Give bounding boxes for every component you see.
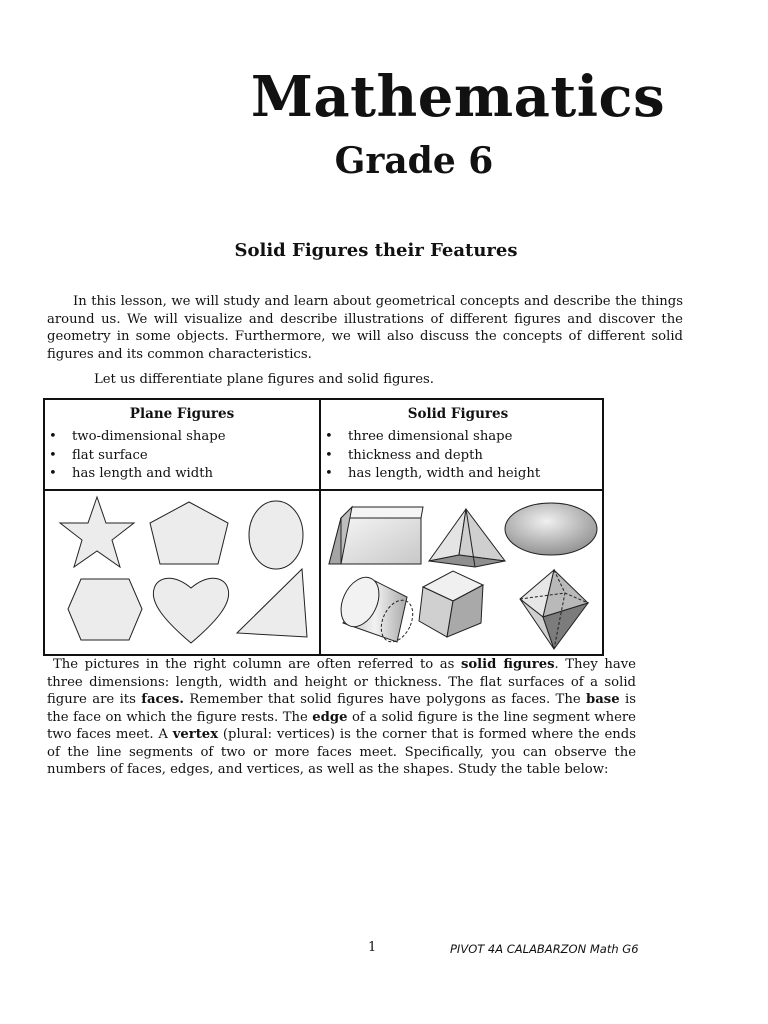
solid-figures-list (321, 428, 595, 484)
solid-figures-heading: Solid Figures (407, 406, 509, 422)
text-span: of a solid figure is the line segment where two faces meet. A (47, 709, 636, 742)
page-title: Mathematics (250, 64, 666, 130)
octahedron-shape (520, 570, 588, 649)
solid-figures-paragraph (47, 656, 636, 779)
oval-shape (249, 501, 303, 569)
text-span: . They have three dimensions: length, width and height or thickness. The flat surfaces of a solid figure are its (47, 657, 636, 707)
plane-figures-column (45, 400, 319, 484)
term-faces: faces. (141, 692, 184, 707)
cube-shape (419, 571, 483, 637)
pentagon-shape (150, 502, 228, 564)
triangle-shape (237, 569, 307, 637)
rectangular-prism-shape (329, 507, 423, 564)
intro-paragraph (47, 293, 683, 363)
heart-shape (153, 578, 228, 643)
star-shape (60, 497, 134, 567)
cylinder-shape (334, 571, 419, 647)
grade-heading: Grade 6 (334, 140, 494, 182)
lesson-title: Solid Figures their Features (234, 240, 518, 261)
footer-source: PIVOT 4A CALABARZON Math G6 (450, 942, 639, 956)
text-span: Remember that solid figures have polygons as faces. The (183, 692, 587, 707)
solid-figures-column (321, 400, 595, 484)
figures-illustration (45, 491, 602, 654)
differentiate-text: Let us differentiate plane figures and solid figures. (94, 372, 434, 387)
plane-figures-heading: Plane Figures (129, 406, 235, 422)
body-text (47, 656, 636, 779)
plane-figures-list (45, 428, 319, 484)
text-span: (plural: vertices) is the corner that is formed where the ends of the line segments of two or more faces meet. Specifically, you can observe the numbers of faces, edges, and vertices, as well as the shapes. Study the table below: (47, 727, 637, 777)
ellipsoid-shape (505, 503, 597, 555)
comparison-table (43, 398, 604, 656)
hexagon-shape (68, 579, 142, 640)
term-base: base (586, 692, 620, 707)
term-vertex: vertex (172, 727, 219, 742)
list-item: • has length and width (45, 465, 319, 484)
page-number: 1 (368, 940, 377, 955)
text-span: is the face on which the figure rests. The (47, 692, 637, 725)
term-edge: edge (312, 709, 348, 725)
text-span: The pictures in the right column are often referred to as (53, 657, 461, 672)
list-item: • three dimensional shape (321, 428, 595, 447)
list-item: • has length, width and height (321, 465, 595, 484)
list-item: • flat surface (45, 447, 319, 466)
list-item: • thickness and depth (321, 447, 595, 466)
list-item: • two-dimensional shape (45, 428, 319, 447)
term-solid-figures: solid figures (460, 657, 555, 672)
pyramid-shape (429, 509, 505, 567)
intro-text: In this lesson, we will study and learn about geometrical concepts and describe the things around us. We will visualize and describe illustrations of different figures and discover the geometry in some objects. Furthermore, we will also discuss the concepts of different solid figures and its common characteristics. (47, 294, 683, 362)
